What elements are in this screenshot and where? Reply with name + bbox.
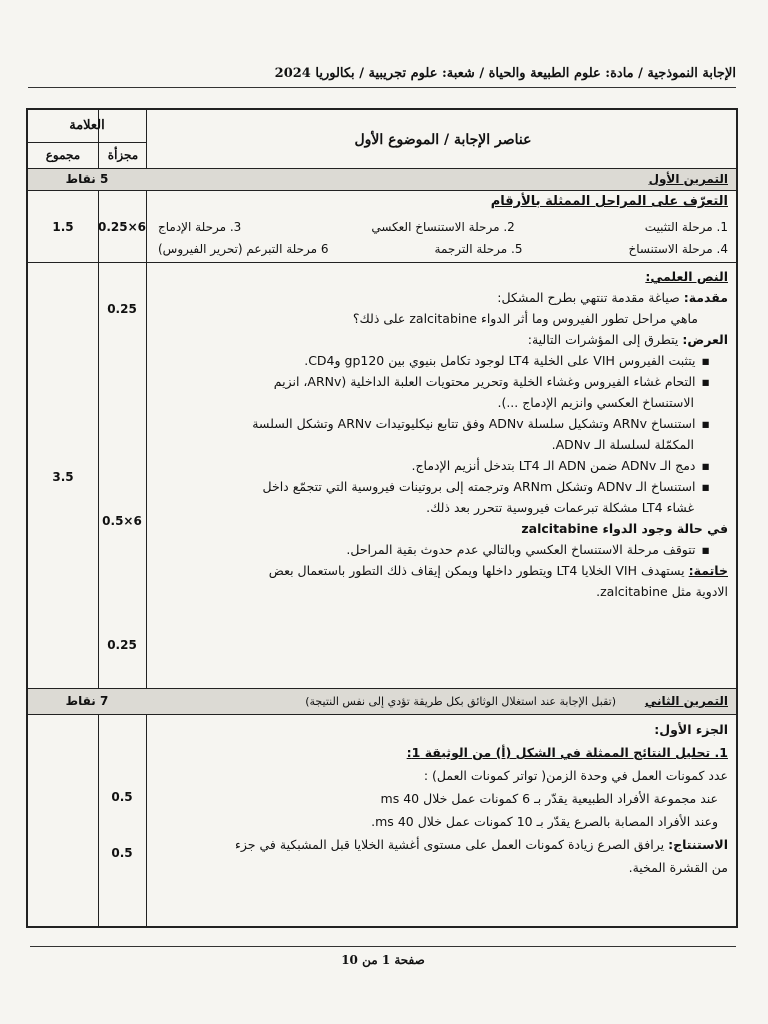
q1-total-mark: 1.5 [52, 220, 74, 234]
body-line [150, 329, 728, 350]
stage-6: 6 مرحلة التبرعم (تحرير الفيروس) [158, 242, 329, 256]
grade-sub-divider [28, 142, 146, 143]
total-header: مجموع [45, 148, 81, 162]
problem-line: ماهي مراحل تطور الفيروس وما أثر الدواء zalcitabine على ذلك؟ [352, 311, 698, 326]
row-divider-q1 [28, 262, 736, 263]
intro-label: مقدمة: [683, 290, 728, 305]
ex1-title: التمرين الأول [648, 172, 728, 186]
bullet-5-cont: غشاء LT4 مشكلة تبرعمات فيروسية تتحرر بعد ذلك. [426, 500, 694, 515]
bullet-6 [150, 539, 728, 560]
stage-4: 4. مرحلة الاستنساخ [628, 242, 728, 256]
body-text: يتطرق إلى المؤشرات التالية: [527, 332, 679, 347]
ex2-note: (تقبل الإجابة عند استغلال الوثائق بكل طريقة تؤدي إلى نفس النتيجة) [305, 695, 616, 708]
ex2-conclusion-text-a: يرافق الصرع زيادة كمونات العمل على مستوى أغشية الخلايا قبل المشبكية في جزء [235, 837, 665, 852]
ex2-content [150, 718, 728, 879]
ex2-mark-1: 0.5 [111, 790, 133, 804]
page-header: الإجابة النموذجية / مادة: علوم الطبيعة والحياة / شعبة: علوم تجريبية / بكالوريا 2024 [28, 66, 736, 88]
bullet-1 [150, 350, 728, 371]
ex1-points: 5 نقاط [65, 172, 109, 186]
drug-case: في حالة وجود الدواء zalcitabine [521, 521, 728, 536]
bullet-2-cont: الاستنساخ العكسي وانزيم الإدماج ...). [497, 395, 694, 410]
col-divider-part [146, 110, 147, 926]
ex2-conclusion [150, 833, 728, 856]
stage-2: 2. مرحلة الاستنساخ العكسي [371, 220, 515, 234]
bullet-5 [150, 476, 728, 497]
ex2-mark-2: 0.5 [111, 846, 133, 860]
ex2-points: 7 نقاط [65, 694, 109, 708]
stage-5: 5. مرحلة الترجمة [434, 242, 523, 256]
conclusion-label: خاتمة: [688, 563, 728, 578]
ex2-conclusion-cont: من القشرة المخية. [628, 860, 728, 875]
text-title: النص العلمي: [645, 269, 728, 284]
ex2-title: التمرين الثاني [644, 694, 728, 708]
conclusion-line [150, 560, 728, 581]
grade-header: العلامة [69, 118, 105, 133]
text-total-mark: 3.5 [52, 470, 74, 484]
stage-3: 3. مرحلة الإدماج [158, 220, 242, 234]
conclusion-mark: 0.25 [107, 638, 137, 652]
bullet-2 [150, 371, 728, 392]
ex2-line-2: عند مجموعة الأفراد الطبيعية يقدّر بـ 6 كمونات عمل خلال 40 ms [380, 791, 718, 806]
page-footer: صفحة 1 من 10 [30, 946, 736, 967]
intro-line [150, 287, 728, 308]
part1-title: الجزء الأول: [654, 722, 728, 737]
ex2-q1: 1. تحليل النتائج الممثلة في الشكل (أ) من الوثيقة 1: [406, 745, 728, 760]
ex2-conclusion-label: الاستنتاج: [668, 837, 728, 852]
ex2-line-1: عدد كمونات العمل في وحدة الزمن( تواتر كمونات العمل) : [423, 768, 728, 783]
conclusion-text-a: يستهدف VIH الخلايا LT4 ويتطور داخلها ويمكن إيقاف ذلك التطور باستعمال بعض [268, 563, 685, 578]
bullet-4 [150, 455, 728, 476]
row-divider-ex2 [28, 714, 736, 715]
bullet-3-cont: المكمّلة لسلسلة الـ ADNv. [551, 437, 694, 452]
bullet-3-text-a: استنساخ ARNv وتشكيل سلسلة ADNv وفق تتابع نيكليوتيدات ARNv وتشكل السلسة [252, 416, 696, 431]
answer-table [26, 108, 738, 928]
q1-part-mark: 0.25×6 [98, 220, 147, 234]
bullet-3 [150, 413, 728, 434]
part-header: مجزأة [107, 148, 139, 162]
scientific-text [150, 266, 728, 602]
row-divider-ex1 [28, 190, 736, 191]
conclusion-cont: الادوية مثل zalcitabine. [596, 584, 728, 599]
bullet-5-text-a: استنساخ الـ ADNv وتشكل ARNm وترجمته إلى بروتينات فيروسية التي تتجمّع داخل [262, 479, 696, 494]
intro-text: صياغة مقدمة تنتهي بطرح المشكل: [497, 290, 680, 305]
bullet-4-text: دمج الـ ADNv ضمن ADN الـ LT4 بتدخل أنزيم الإدماج. [411, 458, 696, 473]
answer-elements-header: عناصر الإجابة / الموضوع الأول [354, 132, 532, 148]
bullet-1-text: يتثبت الفيروس VIH على الخلية LT4 لوجود تكامل بنيوي بين gp120 وCD4. [304, 353, 696, 368]
bullet-6-text: تتوقف مرحلة الاستنساخ العكسي وبالتالي عدم حدوث بقية المراحل. [346, 542, 696, 557]
intro-mark: 0.25 [107, 302, 137, 316]
bullet-2-text-a: التحام غشاء الفيروس وغشاء الخلية وتحرير محتويات العلبة الداخلية (ARNv، انزيم [273, 374, 696, 389]
body-mark: 0.5×6 [102, 514, 142, 528]
q1-title: التعرّف على المراحل الممثلة بالأرقام [490, 194, 728, 209]
ex2-line-3: وعند الأفراد المصابة بالصرع يقدّر بـ 10 كمونات عمل خلال 40 ms. [371, 814, 718, 829]
stages-row-1 [158, 220, 728, 234]
stage-1: 1. مرحلة التثبيت [644, 220, 728, 234]
stages-row-2 [158, 242, 728, 256]
body-label: العرض: [682, 332, 728, 347]
